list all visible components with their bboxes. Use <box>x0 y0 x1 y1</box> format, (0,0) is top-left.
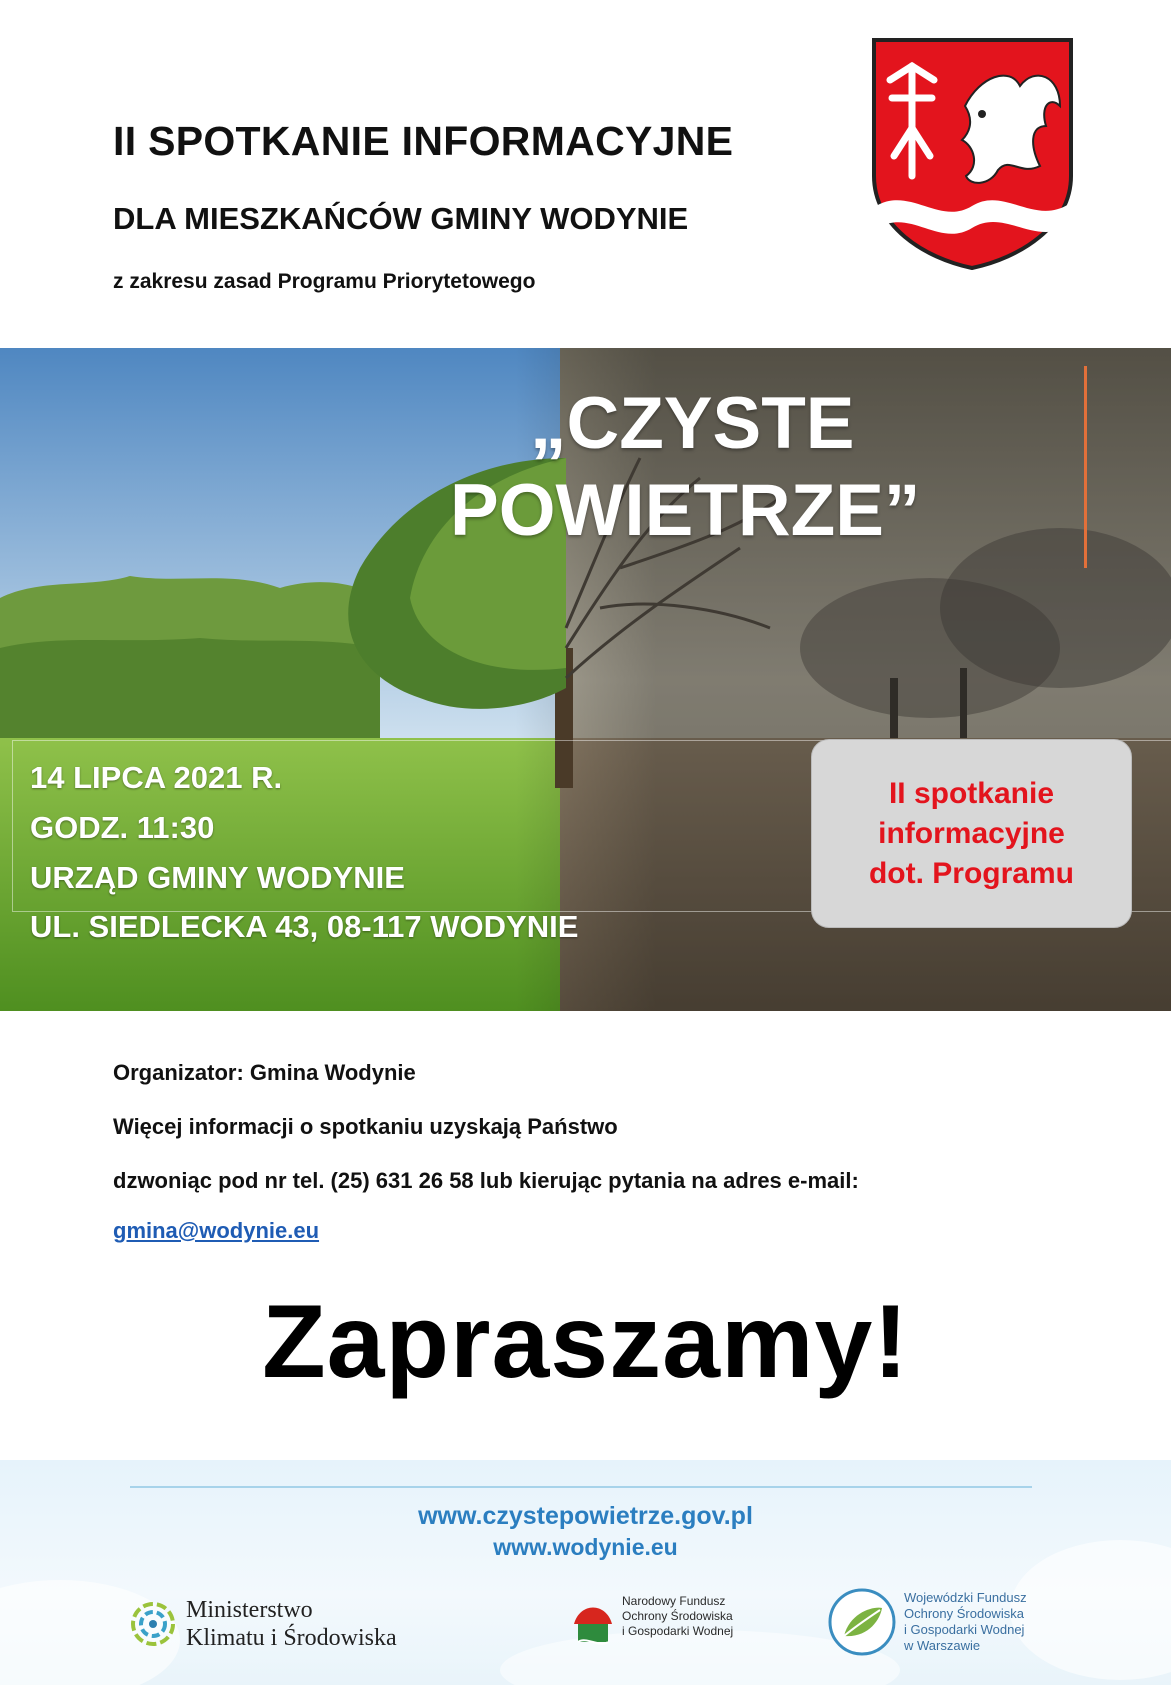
nfosigw-name-line: Narodowy Fundusz <box>622 1594 726 1608</box>
more-info-line: Więcej informacji o spotkaniu uzyskają Państwo <box>113 1114 618 1139</box>
event-venue: URZĄD GMINY WODYNIE <box>30 860 405 895</box>
nfosigw-logo <box>570 1590 770 1660</box>
ministry-name-line: Ministerstwo <box>186 1597 313 1623</box>
wfosigw-name-line: Ochrony Środowiska <box>904 1606 1024 1621</box>
footer <box>0 1460 1171 1685</box>
organizer-line: Organizator: Gmina Wodynie <box>113 1060 416 1085</box>
footer-divider <box>130 1486 1032 1488</box>
nfosigw-name-line: Ochrony Środowiska <box>622 1609 733 1623</box>
badge-line: informacyjne <box>878 816 1065 850</box>
nfosigw-name-line: i Gospodarki Wodnej <box>622 1624 734 1638</box>
poster-subtitle: DLA MIESZKAŃCÓW GMINY WODYNIE <box>113 201 689 236</box>
campaign-title-line-1: „CZYSTE <box>530 383 855 464</box>
ministry-name-line: Klimatu i Środowiska <box>186 1625 397 1651</box>
badge-line: II spotkanie <box>888 776 1055 810</box>
coat-of-arms-icon <box>870 36 1075 272</box>
nfosigw-emblem-icon <box>570 1594 616 1650</box>
event-time: GODZ. 11:30 <box>30 810 215 845</box>
email-link[interactable]: gmina@wodynie.eu <box>113 1218 320 1243</box>
ministry-swirl-icon <box>130 1598 176 1650</box>
invitation-heading: Zapraszamy! <box>262 1284 909 1400</box>
czyste-powietrze-link[interactable]: www.czystepowietrze.gov.pl <box>418 1502 753 1530</box>
wodynie-link[interactable]: www.wodynie.eu <box>493 1534 678 1560</box>
wfosigw-name-line: Wojewódzki Fundusz <box>904 1590 1027 1605</box>
poster-title: II SPOTKANIE INFORMACYJNE <box>113 118 734 164</box>
meeting-badge <box>811 739 1132 928</box>
event-address: UL. SIEDLECKA 43, 08-117 WODYNIE <box>30 909 579 944</box>
wfosigw-name-line: w Warszawie <box>904 1638 981 1653</box>
campaign-title-line-2: POWIETRZE” <box>450 470 921 551</box>
accent-bar <box>1084 366 1087 568</box>
wfosigw-name-line: i Gospodarki Wodnej <box>904 1622 1025 1637</box>
wfosigw-leaf-icon <box>826 1586 898 1658</box>
contact-line: dzwoniąc pod nr tel. (25) 631 26 58 lub kierując pytania na adres e-mail: <box>113 1168 859 1193</box>
ministry-logo <box>130 1594 470 1654</box>
event-date: 14 LIPCA 2021 R. <box>30 760 283 795</box>
badge-line: dot. Programu <box>868 856 1074 890</box>
wfosigw-logo <box>826 1580 1066 1670</box>
poster-scope: z zakresu zasad Programu Priorytetowego <box>113 270 536 293</box>
